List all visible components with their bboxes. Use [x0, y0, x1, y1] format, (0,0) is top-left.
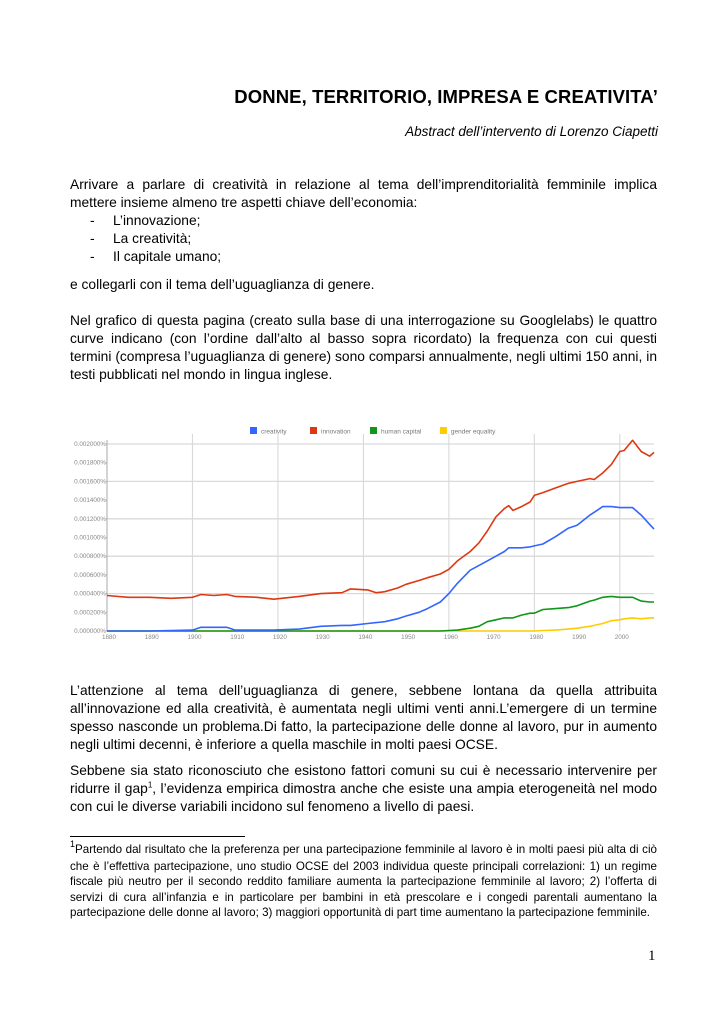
bullet-dash: -: [90, 213, 95, 228]
x-tick-label: 1930: [315, 634, 330, 641]
key-aspects-list: [90, 212, 221, 266]
list-item: [90, 230, 221, 248]
x-tick-label: 1910: [230, 634, 245, 641]
x-tick-label: 2000: [614, 634, 629, 641]
list-item: [90, 248, 221, 266]
y-tick-label: 0.001200%: [74, 515, 106, 523]
list-item-text: La creatività;: [113, 231, 192, 246]
legend-item[interactable]: [250, 427, 287, 436]
y-tick-label: 0.000000%: [74, 628, 106, 635]
y-tick-label: 0.001000%: [74, 534, 106, 542]
intro-paragraph-text: Arrivare a parlare di creatività in relazione al tema dell’imprenditorialità femminile implica mettere insieme almeno tre aspetti chiave dell’economia:: [70, 177, 657, 210]
series-line-innovation: [107, 440, 654, 599]
footnote-reference[interactable]: 1: [147, 780, 153, 790]
x-tick-label: 1980: [529, 634, 544, 641]
legend-item[interactable]: [310, 427, 351, 436]
gap-paragraph-text-before: Sebbene sia stato riconosciuto che esistono fattori comuni su cui è necessario intervenire per ridurre il gap: [70, 763, 657, 796]
legend-swatch-icon: [370, 427, 377, 434]
x-tick-label: 1950: [401, 634, 416, 641]
gap-paragraph: [70, 762, 657, 816]
legend-label: innovation: [321, 428, 351, 436]
legend-label: creativity: [261, 428, 287, 436]
x-tick-label: 1990: [572, 634, 587, 641]
bullet-dash: -: [90, 231, 95, 246]
chart-legend: [250, 427, 496, 436]
after-bullets-paragraph: e collegarli con il tema dell’uguaglianza di genere.: [70, 277, 375, 292]
ngram-chart: [60, 420, 660, 650]
y-tick-label: 0.001400%: [74, 497, 106, 505]
bullet-dash: -: [90, 249, 95, 264]
y-tick-label: 0.000800%: [74, 553, 106, 561]
chart-gridlines: [74, 434, 654, 641]
footnote-separator: [70, 836, 245, 837]
series-line-gender-equality: [107, 618, 654, 631]
document-subtitle: Abstract dell’intervento di Lorenzo Ciapetti: [405, 124, 658, 139]
legend-item[interactable]: [370, 427, 422, 436]
x-tick-label: 1900: [187, 634, 202, 641]
y-tick-label: 0.000200%: [74, 609, 106, 617]
series-line-human-capital: [107, 596, 654, 631]
intro-paragraph: [70, 176, 657, 212]
list-item: [90, 212, 221, 230]
gap-paragraph-text-after: , l’evidenza empirica dimostra anche che esiste una ampia eterogeneità nel modo con cui le diverse variabili incidono sul fenomeno a livello di paesi.: [70, 781, 658, 814]
attention-paragraph: L’attenzione al tema dell’uguaglianza di genere, sebbene lontana da quella attribuita all’innovazione ed alla creatività, è aumentata negli ultimi venti anni.L’emergere di un termine spesso nasconde un problema.Di fatto, la partecipazione delle donne al lavoro, pur in aumento negli ultimi decenni, è inferiore a quella maschile in molti paesi OCSE.: [70, 683, 657, 752]
y-tick-label: 0.000400%: [74, 590, 106, 598]
y-tick-label: 0.001800%: [74, 459, 106, 467]
y-tick-label: 0.002000%: [74, 441, 106, 448]
x-tick-label: 1920: [272, 634, 287, 641]
legend-label: gender equality: [450, 428, 496, 436]
list-item-text: Il capitale umano;: [113, 249, 222, 264]
legend-label: human capital: [381, 428, 422, 436]
legend-swatch-icon: [310, 427, 317, 434]
x-tick-label: 1890: [144, 634, 159, 641]
chart-description-paragraph: Nel grafico di questa pagina (creato sulla base di una interrogazione su Googlelabs) le quattro curve indicano (con l’ordine dall’alto al basso sopra ricordato) la frequenza con cui questi termini (compresa l’uguaglianza di genere) sono comparsi annualmente, negli ultimi 150 anni, in testi pubblicati nel mondo in lingua inglese.: [70, 313, 657, 382]
document-title: DONNE, TERRITORIO, IMPRESA E CREATIVITA’: [234, 86, 658, 107]
x-tick-label: 1960: [443, 634, 458, 641]
footnote-mark: 1: [70, 839, 76, 849]
x-tick-label: 1880: [101, 634, 117, 641]
list-item-text: L’innovazione;: [113, 213, 201, 228]
page-number: 1: [648, 948, 656, 964]
legend-swatch-icon: [440, 427, 447, 434]
ngram-chart-svg: [60, 420, 660, 650]
footnote-text: Partendo dal risultato che la preferenza per una partecipazione femminile al lavoro è in molti paesi più alta di ciò che è l’effettiva partecipazione, uno studio OCSE del 2003 individua queste principali correlazioni: 1) un regime fiscale più neutro per il secondo reddito familiare aumenta la partecipazione femminile al lavoro; 2) l’offerta di servizi di cura all’infanzia e in particolare per bambini in età prescolare e i congedi parentali aumentano la partecipazione delle donne al lavoro; 3) maggiori opportunità di part time aumentano la partecipazione femminile.: [70, 843, 657, 920]
series-line-creativity: [107, 507, 654, 631]
y-tick-label: 0.000600%: [74, 571, 106, 579]
x-tick-label: 1970: [486, 634, 501, 641]
legend-swatch-icon: [250, 427, 257, 434]
x-tick-label: 1940: [358, 634, 373, 641]
y-tick-label: 0.001600%: [74, 478, 106, 486]
footnote: [70, 839, 657, 921]
